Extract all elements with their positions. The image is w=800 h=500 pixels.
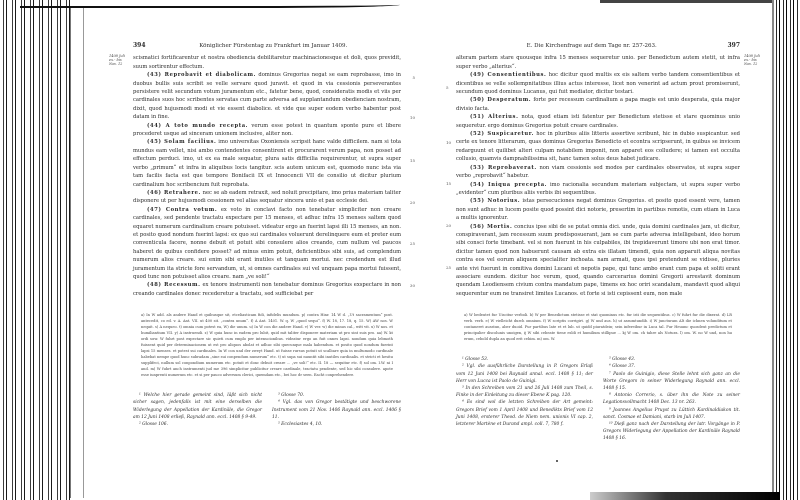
left-line-number: 15 [409, 158, 415, 163]
right-footnotes-col-2 [603, 356, 740, 442]
left-page-number: 394 [133, 42, 146, 49]
right-paragraph-52: (52) Suspicaretur. hoc in pluribus aliis litteris assertive scribunt, hic in dubio suspicantur. sed certe ex tenore litterarum, quas dominus Gregorius Benedicto et econtra scripserunt, in quibus se invicem redarguunt et quilibet alteri culpam notabilem imponit, non apparet eos colludere; si tamen est occulta collusio, quamvis dampnabilissima sit, hanc tamen solus deus habet judicare. [456, 131, 740, 163]
left-paragraph-48: (48) Recessum. ex tenore instrumenti non tenebatur dominus Gregorius exspectare in non creando cardinales donec recederetur a tractatu, sed sufficiebat per [133, 282, 402, 297]
footnote: ⁴ Vgl. das von Gregor bestätigte und beschworene Instrument vom 21 Nov. 1406 Raynald ann. eccl. 1406 § 11. [272, 400, 401, 420]
right-line-number: 20 [446, 223, 452, 228]
right-line-number: 10 [446, 140, 452, 145]
footnote: ¹ Glosse 53. [462, 357, 489, 363]
right-critical-apparatus: a) W bedeutet fur Uiscitur verboli. b) W per Benedictum stetisse et stat quominus etc. fur isti die sequentibus. c) W fuhrt fur die dixerat. d) LR verb. verb. e) W vielleicht durch omnium. f) W scriptis corrigirt. g) W und aus. h) ut assumtundib. i) W juncturam Alt die ichnen volunditum et contaneret ausstun, aber duoid. Fur partibus late et et lub. ut quidd piuratdein; sein infereibur in Luca tal. Fur Heuunc quosdeut predictum et principalier discolunis unoigen, ij W sibi cebeate tiene esldi et humilium stillipue ... kj W om. ch tahre als Notura. l) om. W. no W und, non hu erum, cebold dupla an quod erit cehim. m) om. W. [464, 313, 732, 342]
left-paragraph-0: scismatici fortificarentur et nostra obediencia debilitaretur machinacionesque et doli, quos previdit, suum sortirentur effectum. [133, 55, 401, 70]
footnote: ⁶ Glosse 37. [609, 364, 636, 370]
right-footnotes [456, 356, 740, 442]
left-footnotes-col-1 [133, 392, 262, 428]
left-line-number: 30 [409, 283, 415, 288]
left-line-number: 5 [412, 75, 415, 80]
left-line-number: 20 [409, 200, 415, 205]
right-margin-date-note: 1408 Juli ex.- bis Nov. 12 [744, 54, 760, 66]
footnote: ² Vgl. die ausführliche Darstellung in P. Gregors Erlaß vom 12 Juni 1408 bei Raynald annal. eccl. 1408 § 11; der Herr von Lucca ist Paolo de Guinigi. [456, 364, 593, 384]
right-paragraph-50: (50) Desperatum. forte per recessum cardinalium a papa magis est unio desperata, quia major divisio facta. [456, 97, 740, 112]
book-left-page-edges [0, 0, 70, 500]
footnote: ¹⁰ Dieß ganz nach der Darstellung der latr. Vorgänge in P. Gregors Widerlegung der Appellation der Kardinäle Raynald 1408 § 16. [603, 422, 740, 442]
left-footnotes [133, 392, 401, 428]
right-page-number: 397 [727, 42, 740, 49]
footnote: ³ In den Schreiben vom 21 und 26 Juli 1408 zum Theil, s. Finke in der Einleitung zu dieser Ebene K pag. 120. [456, 386, 593, 399]
book-top-edge [20, 0, 400, 8]
right-line-number: 5 [446, 85, 449, 90]
book-right-page-edges [774, 0, 800, 500]
footnote: ⁵ Ecclesiastes 4, 10. [278, 422, 323, 427]
left-paragraph-47: (47) Contra votum. ex voto in conclavi facto non tenebatur simpliciter non creare cardinales, sed pendente tractatu expectare per 15 menses, et adhuc infra 15 menses saltem quod equaret numerum cardinalium creare potuisset. videatur ergo an fuerint lapsi illi 15 menses, an non. et posito quod nondum fuerint lapsi: ex quo sui cardinales voluerunt derelinquere eum et preter eum conventicula facere, nonne debuit et potuit sibi consulere alios creando, cum nullum vel paucos haberet de quibus confidere posset? ad minus enim potuit, deficientibus sibi suis, ad complendum numerum alios creare. sui enim sibi erant inutiles et tanquam mortui. nec credendum est illud juramentum ita stricte fore servandum, ut, si omnes cardinales sui vel unquam papa mortui fuissent, quod tunc non potuisset alios creare. nam „ve soli!“ [133, 206, 401, 280]
right-line-number: 25 [446, 265, 452, 270]
right-footnotes-col-1 [456, 356, 593, 442]
right-paragraph-49: (49) Consentientibus. hoc dicitur quod multis ex eis saltem verbo tandem consentientibus et dicentibus se velle sollempnitatibus illius actus interesse, licet non venerint ad actum prout promiserunt, secundum quod dominus Lucanus, qui fuit mediator, dicitur testari. [456, 72, 740, 96]
right-running-head [456, 42, 740, 50]
left-critical-apparatus: a) In W add. als andere Hand et quibusque sit, etceliasticam fidi, infidelis mundum. p) contra Hinr. 14 W d. „Ut sacramentum“ post. antecedit, co ed. v. A. Ant. VII. ut 400 sit. „contra unum“. f) A Ant. 1401. W. q. W „quod sequi“. f) W. 18, 17. 18, q. 15. W) AW nos. W nequit. s) A nequeo. t) omnia cum potest ea, W) die unum. u) In W con die andere Hand. v) W ver. w) die minus cal., witt vit. x) W nos. et humiliantium VII. y) A instruendi. z) W quia hunc in eadem pro lubit, quid mit taliter disponere materiam ut pro sint suis pro. aa) W. kt ordi usw. W fuhrt post expectare sic quieti cum emplo per intenucionibus. videatur ergo an fuit onnes lapsi. nondum quia lebmoth fuissent quid per determinacionem ut est pro aliquos abolat et adhuc sibi quecunque mala habendum. et posito quod nondum fuerint lapsi 15 menses. et potest sui cardinales. In W con und der zweyt Hand. ut fuisse rursus potuit ut scalbare quia in multumodo cardinale habebat nempe quod hunc subradam „sine sui conpendum numerum“ etc. t) ut supa sui nuuntit sibi inutiles cardinalis. et stricti et hesitu supplifeci, nullum sol conpondium numerum etc. potuit et donc debuit creare ... „ve soli!“ etc. II. 18 — sequitur etc. f) sol om. I.W. ni I and. m) W fuhrt anch instrumenti jud me 396 simplicitur publicitur creare cardinale, tractatu pendente, sed hic sibi consulere. apote esse iunprenti numerum etc. et si per pauco adversum clerici, quemdam etc., bei hoc dr seen. Eacht conprehendere. [141, 313, 393, 378]
right-paragraph-51: (51) Alterius. nota, quod etiam isti fatentur per Benedictum stetisse et stare quominus unio sequeretur. ergo dominus Gregorius potuit creare cardinales. [456, 114, 741, 129]
footnote: ¹ Welche hier gerade gemeint sind, läßt sich nicht sicher sagen, jedenfalls ist mit eine derselben die Widerlegung der Appellation der Kardinäle, die Gregor am 12 Juni 1408 erließ, Raynald ann. eccl. 1408 § 9-49. [133, 393, 262, 420]
left-paragraph-43: (43) Reprobavit et diabolicam. dominus Gregorius negat se eam reprobasse, imo in duobus bullis suis scribit se velle servare quod juravit. et quod in via cessionis perseverantes persistere velit secundum votum juramentum etc., fatetur bene, quod, consideratis modis et viis per cardinales suos hoc scribentes servatas cum parte adversa ad supplantandum obedienciam nostram, dixit, quod hujusmodi modi et vie essent diabolice. et vide que super eodem verbo habentur post datam in fine. [133, 72, 401, 121]
book-left-gutter [70, 8, 84, 498]
left-line-number: 25 [409, 241, 415, 246]
left-margin-date-note: 1408 Juli ex.- bis Nov. 12 [109, 54, 125, 66]
left-running-title: Königlicher Fürstentag zu Frankfurt im Januar 1409. [199, 43, 348, 49]
left-footnotes-col-2 [272, 392, 401, 428]
right-paragraph-53: (53) Reprobaverat. non viam cessionis sed modos per cardinales observatos, ut supra super verbo „reprobavit“ habetur. [456, 164, 740, 180]
footnote: ³ Glosse 70. [278, 393, 305, 399]
footnote: ⁵ Glosse 43. [609, 357, 636, 363]
book-top-edge-right [600, 0, 800, 3]
right-running-title: E. Die Kirchenfrage auf dem Tage nr. 257-263. [526, 43, 657, 49]
footnote: ⁷ Paolo de Guinigio, diese Stelle lehnt sich ganz an die Worte Gregors in seiner Widerlegung Raynald ann. eccl. 1408 § 15. [603, 371, 740, 391]
right-paragraph-54: (54) Iniqua precepta. imo racionalia secundum materiam subjectam, ut supra super verbo „evidenter“ cum pluribus aliis verbis ibi sequentibus. [456, 181, 740, 196]
footnote: ² Glosse 106. [139, 422, 168, 427]
left-running-head [133, 42, 401, 50]
book-bottom-shadow [590, 492, 780, 500]
footnote: ⁴ Es sind wol die letzten Schreiben der Art gemeint: Gregors Brief vom 1 April 1408 und Benedikts Brief vom 12 Juni 1408, ersterer Theod. de Niem nem. unionis VI cap. 2, letzterer Martène et Durand ampl. coll. 7, 780 f. [456, 400, 593, 428]
book-right-edge-line [772, 0, 774, 500]
left-paragraph-45: (45) Solam facilius. imo universitas Oxoniensis scripsit hanc valde difficilem. nam si tota mundus eam vellet, nisi ambo contendentes consentirent et procurarent verum papa, non posset ad effectum perduci. imo, ut ex ea male sequatur, plura satis difficilia requirerentur, ut supra super verbo „primum“ et infra in aliquibus locis tangitur. scis autem unicum est, quomodo nunc ista via tam facilis facta est que tempore Bonifacii IX et Innocencii VII de consilio ut dicitur plurium cardinalium hoc scribencium fuit reprobata. [133, 139, 401, 188]
right-paragraph-55: (55) Notorius. istas persecuciones negat dominus Gregorius. et posito quod essent vere, tamen non sunt adhuc in lucem posite quod possint dici notorie, presertim in partibus remotis, cum etiam in Luca a multis ignorentur. [456, 198, 740, 222]
left-paragraph-44: (44) A toto mundo recepta. verum esse potest in quantum sponte pure et libere procederet usque ad sinceram unionem inclusive, aliter non. [133, 122, 401, 138]
left-page [109, 42, 415, 428]
left-paragraph-46: (46) Retrahere. nec se ab eadem retraxit, sed noluit precipitare, imo prius materiam taliter disponere ut per hujusmodi cessionem vel alias sequatur sincera unio et pax ecclesie dei. [133, 189, 402, 205]
right-page [446, 42, 760, 443]
right-paragraph-0: alteram partem stare quousque infra 15 menses sequeretur unio. per Benedictum autem stetit, ut infra super verbo „alterius“. [456, 55, 740, 70]
footnote: ⁹ Joannes Angelius Pruyst zu Lüttich Kardinaldiakon tit. sanct. Cosmae et Damiani, starb im Juli 1407. [603, 407, 740, 420]
right-line-number: 15 [446, 181, 452, 186]
footnote: ⁸ Antonio Correrio, s. über ihn die Note zu seiner Legationsvollmacht 1408 Dec. 13 nr. 263. [603, 393, 740, 406]
right-paragraph-56: (56) Mortis. concius ipse sibi de se putat omnia dici. unde, quia domini cardinales jam, ut dicitur, conspiraverant, jam recessum suum predisposuerant, jam se cum parte adversa intelligebant, ideo horum sibi consci forte timebant. vel si non fuerunt in his culpabiles, ibi trepidaverunt timore ubi non erat timor. dicitur tamen quod non habuerunt causam ab extra eis illatam timendi, quia non apparuit aliqua novitas contra eos vel eorum aliquem specialiter inchoata. nam armati, quos ipsi pretendunt se vidisse, pluries ante vivi fuerunt in comitiva domini Lucani et nepotis pape, qui tunc ambo erant cum papa et soliti erant associare eundem. dicitur hoc verum, quod, quando carcerarius domini Gregorii arrestavit dominum quendam Leodiensem civium contra mandatum pape, timens ex hoc oriri scandalum, mandavit quod aliqui sequerentur eum ne transiret limites Lucanos. et forte si isti cepissent eum, non male [456, 223, 740, 297]
left-line-number: 10 [409, 115, 415, 120]
page-speck [556, 460, 558, 462]
